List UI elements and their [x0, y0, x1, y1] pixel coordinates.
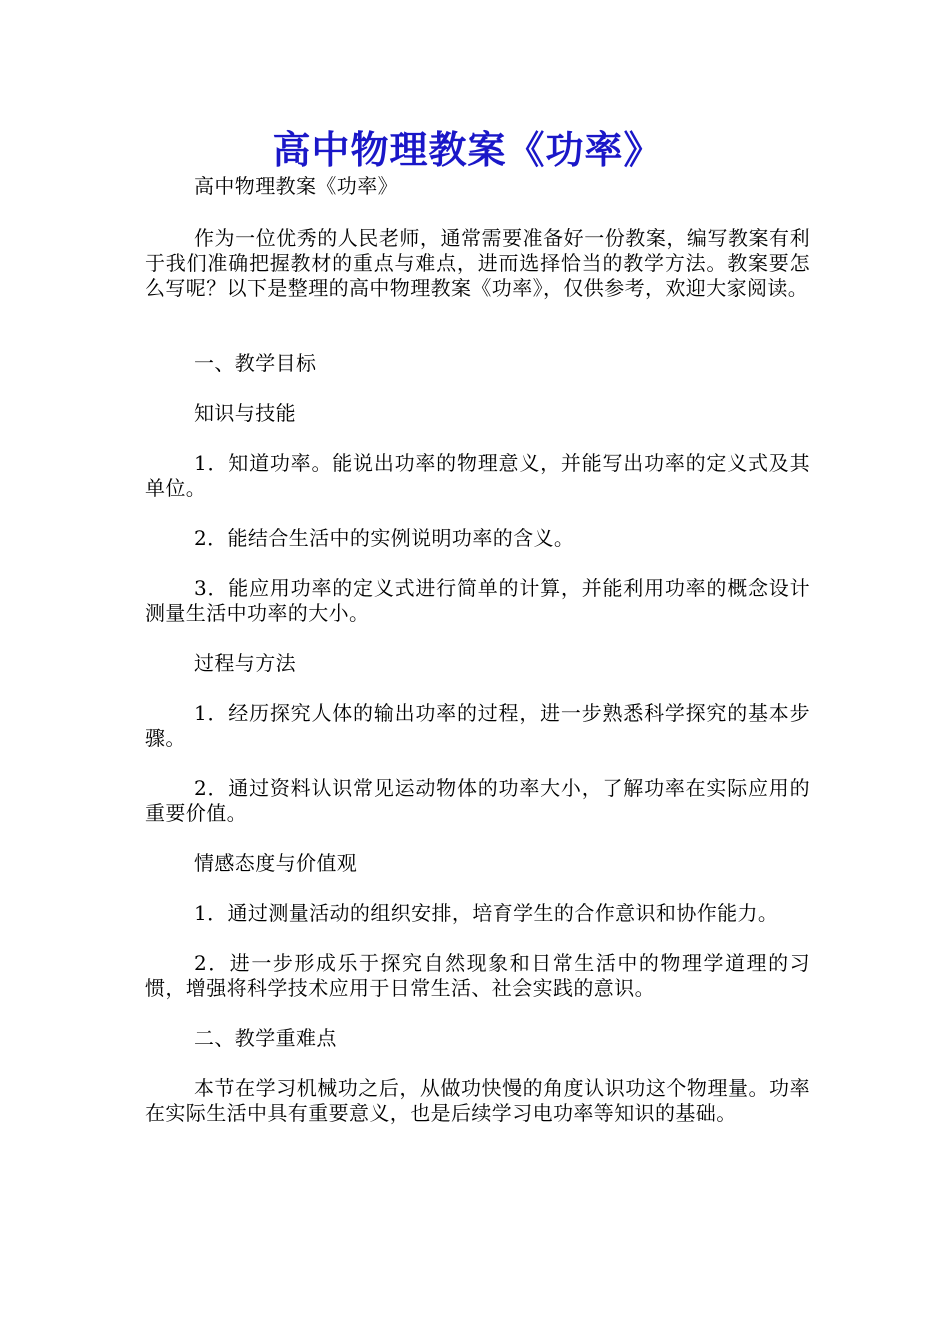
list-item: 2．进一步形成乐于探究自然现象和日常生活中的物理学道理的习惯，增强将科学技术应用于日常生活、社会实践的意识。 [145, 951, 810, 1000]
paragraph: 本节在学习机械功之后，从做功快慢的角度认识功这个物理量。功率在实际生活中具有重要意义，也是后续学习电功率等知识的基础。 [145, 1076, 810, 1125]
intro-paragraph: 作为一位优秀的人民老师，通常需要准备好一份教案，编写教案有利于我们准确把握教材的重点与难点，进而选择恰当的教学方法。教案要怎么写呢？以下是整理的高中物理教案《功率》，仅供参考，欢迎大家阅读。 [145, 226, 810, 300]
list-item: 1．通过测量活动的组织安排，培育学生的合作意识和协作能力。 [194, 901, 779, 925]
list-item: 1．知道功率。能说出功率的物理意义，并能写出功率的定义式及其单位。 [145, 451, 810, 500]
list-item: 3．能应用功率的定义式进行简单的计算，并能利用功率的概念设计测量生活中功率的大小。 [145, 576, 810, 625]
subheading-attitudes-values: 情感态度与价值观 [194, 851, 358, 875]
subheading-process-methods: 过程与方法 [194, 651, 296, 675]
section-heading-key-difficulties: 二、教学重难点 [194, 1026, 337, 1050]
blank-line [145, 326, 810, 351]
list-item: 1．经历探究人体的输出功率的过程，进一步熟悉科学探究的基本步骤。 [145, 701, 810, 750]
document-subtitle: 高中物理教案《功率》 [194, 174, 398, 198]
list-item: 2．通过资料认识常见运动物体的功率大小，了解功率在实际应用的重要价值。 [145, 776, 810, 825]
subheading-knowledge-skills: 知识与技能 [194, 401, 296, 425]
document-title: 高中物理教案《功率》 [272, 127, 663, 172]
section-heading-teaching-goals: 一、教学目标 [194, 351, 317, 375]
list-item: 2．能结合生活中的实例说明功率的含义。 [194, 526, 575, 550]
document-body [145, 174, 810, 1151]
